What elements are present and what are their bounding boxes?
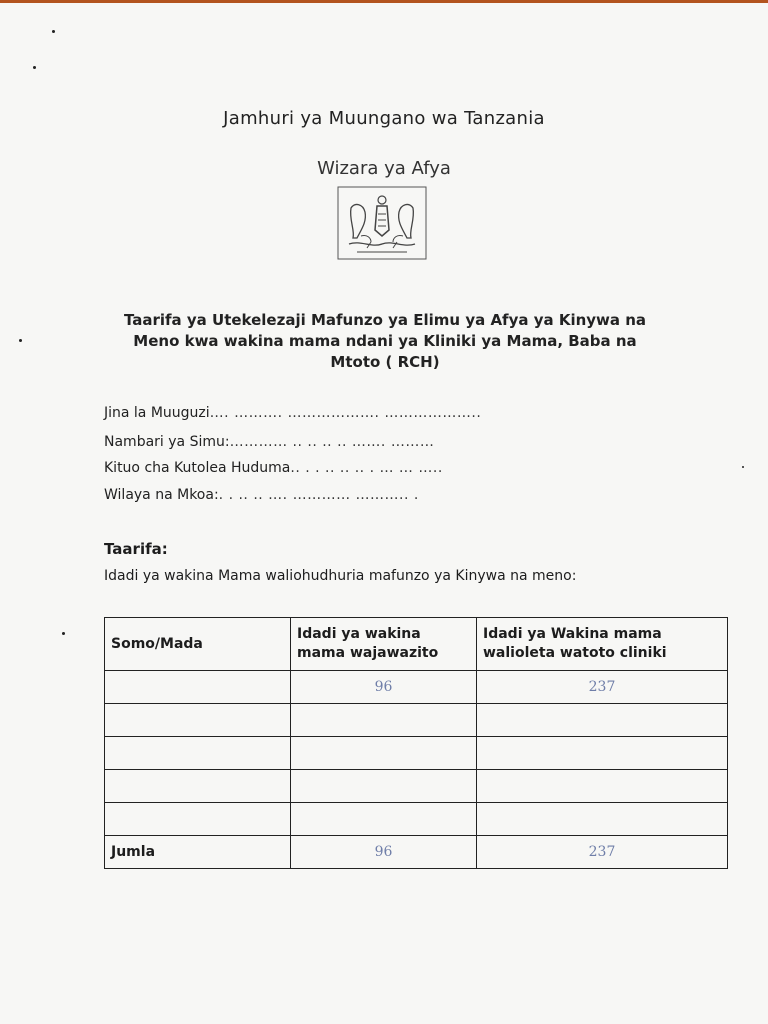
pregnant-count-cell xyxy=(291,704,477,737)
scan-speck xyxy=(52,30,55,33)
phone-label: Nambari ya Simu: xyxy=(104,434,230,450)
total-label-cell: Jumla xyxy=(105,836,291,869)
table-row xyxy=(105,671,728,704)
report-title-line: Meno kwa wakina mama ndani ya Kliniki ya Mama, Baba na xyxy=(133,332,637,350)
scan-speck xyxy=(19,339,22,342)
attendance-table xyxy=(104,617,728,869)
scan-speck xyxy=(742,466,744,468)
ministry-heading: Wizara ya Afya xyxy=(317,158,451,179)
scan-speck xyxy=(62,632,65,635)
report-title-line: Taarifa ya Utekelezaji Mafunzo ya Elimu ya Afya ya Kinywa na xyxy=(123,311,647,329)
table-total-row xyxy=(105,836,728,869)
district-field xyxy=(104,487,419,503)
topic-cell xyxy=(105,671,291,704)
pregnant-count-cell xyxy=(291,737,477,770)
nurse-name-label: Jina la Muuguzi xyxy=(104,405,210,421)
topic-cell xyxy=(105,803,291,836)
column-header-pregnant-mothers: Idadi ya wakina mama wajawazito xyxy=(291,618,477,671)
facility-field xyxy=(104,460,443,476)
pregnant-count-cell xyxy=(291,770,477,803)
children-count-cell: 237 xyxy=(477,671,728,704)
section-description: Idadi ya wakina Mama waliohudhuria mafunzo ya Kinywa na meno: xyxy=(104,568,577,584)
top-edge-line xyxy=(0,0,768,3)
topic-cell xyxy=(105,704,291,737)
coat-of-arms-emblem xyxy=(337,186,427,260)
nurse-name-dots: …. ………. ………………. ……………….. xyxy=(209,405,482,421)
children-count-cell xyxy=(477,803,728,836)
facility-label: Kituo cha Kutolea Huduma xyxy=(104,460,291,476)
topic-cell xyxy=(105,770,291,803)
table-row xyxy=(105,704,728,737)
district-label: Wilaya na Mkoa: xyxy=(104,487,219,503)
report-title xyxy=(90,310,680,373)
report-title-line: Mtoto ( RCH) xyxy=(330,353,440,371)
children-count-cell xyxy=(477,770,728,803)
children-count-cell xyxy=(477,704,728,737)
total-children-cell: 237 xyxy=(477,836,728,869)
facility-dots: .. . . .. .. .. . … … ….. xyxy=(290,460,443,476)
pregnant-count-cell: 96 xyxy=(291,671,477,704)
column-header-topic: Somo/Mada xyxy=(105,618,291,671)
table-row xyxy=(105,737,728,770)
republic-heading: Jamhuri ya Muungano wa Tanzania xyxy=(223,108,545,129)
pregnant-count-cell xyxy=(291,803,477,836)
table-header-row xyxy=(105,618,728,671)
section-heading: Taarifa: xyxy=(104,540,168,558)
topic-cell xyxy=(105,737,291,770)
table-row xyxy=(105,770,728,803)
scan-speck xyxy=(33,66,36,69)
total-pregnant-cell: 96 xyxy=(291,836,477,869)
children-count-cell xyxy=(477,737,728,770)
phone-dots: ………… .. .. .. .. ……. ……… xyxy=(229,434,435,450)
phone-field xyxy=(104,434,434,450)
table-row xyxy=(105,803,728,836)
district-dots: . . .. .. …. ………… ……….. . xyxy=(218,487,419,503)
column-header-mothers-with-children: Idadi ya Wakina mama walioleta watoto cliniki xyxy=(477,618,728,671)
nurse-name-field xyxy=(104,405,481,421)
